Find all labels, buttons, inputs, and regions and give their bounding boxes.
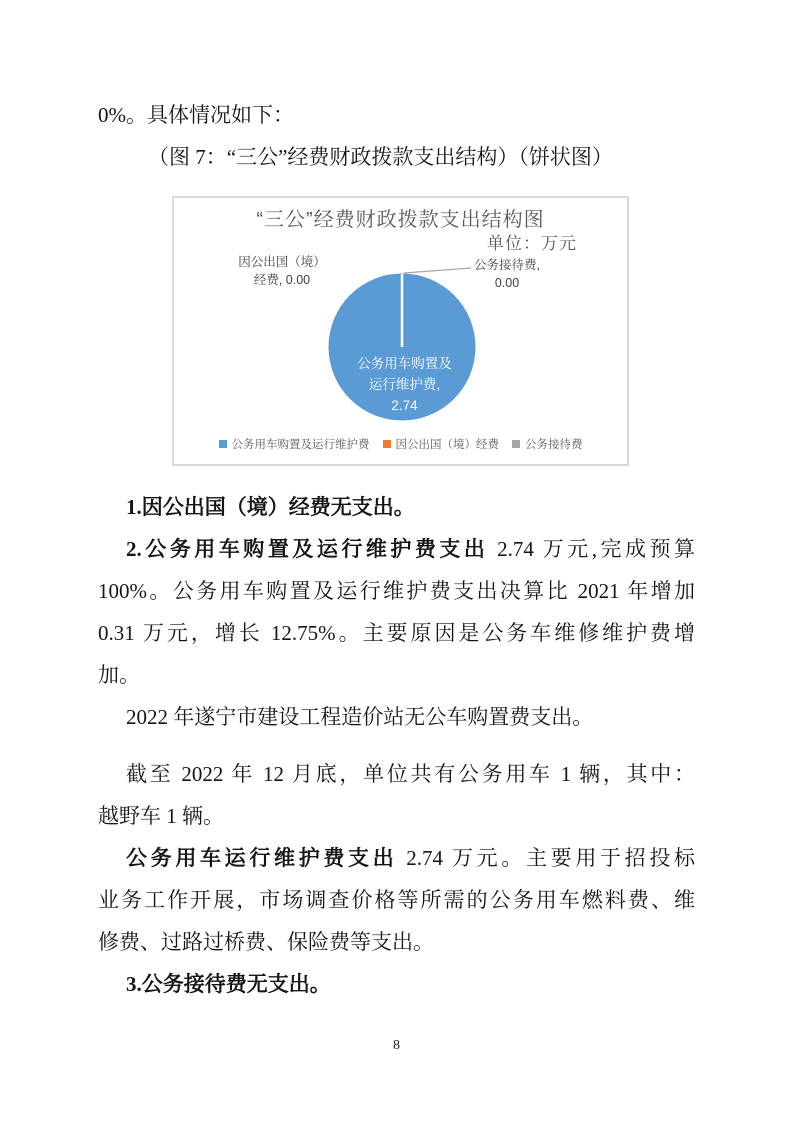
pie-plot bbox=[174, 198, 627, 464]
paragraph-2-line-1: 2.公务用车购置及运行维护费支出 2.74 万元,完成预算 bbox=[126, 537, 696, 561]
pie-chart-figure bbox=[172, 196, 629, 466]
figure-caption: （图 7：“三公”经费财政拨款支出结构）（饼状图） bbox=[148, 145, 613, 169]
page-number: 8 bbox=[393, 1038, 400, 1053]
paragraph-5-line-2: 业务工作开展，市场调查价格等所需的公务用车燃料费、维 bbox=[98, 888, 695, 912]
paragraph-2-line-4: 加。 bbox=[98, 663, 140, 687]
legend-label: 公务接待费 bbox=[525, 439, 583, 451]
chart-legend bbox=[174, 436, 627, 452]
paragraph-2-line-2: 100%。公务用车购置及运行维护费支出决算比 2021 年增加 bbox=[98, 579, 695, 603]
legend-swatch-blue-icon bbox=[219, 440, 227, 448]
intro-line-1: 0%。具体情况如下： bbox=[98, 103, 294, 127]
heading-1: 1.因公出国（境）经费无支出。 bbox=[126, 495, 415, 519]
paragraph-2-line-3: 0.31 万元，增长 12.75%。主要原因是公务车维修维护费增 bbox=[98, 621, 695, 645]
chart-title: “三公”经费财政拨款支出结构图 bbox=[256, 209, 545, 231]
legend-item-reception bbox=[512, 436, 583, 452]
heading-3: 3.公务接待费无支出。 bbox=[126, 972, 331, 996]
paragraph-4-line-2: 越野车 1 辆。 bbox=[98, 804, 224, 828]
body-text bbox=[98, 486, 695, 1005]
legend-swatch-gray-icon bbox=[512, 440, 520, 448]
legend-item-vehicle bbox=[219, 436, 370, 452]
legend-swatch-orange-icon bbox=[383, 440, 391, 448]
legend-label: 公务用车购置及运行维护费 bbox=[231, 439, 370, 451]
legend-label: 因公出国（境）经费 bbox=[395, 439, 499, 451]
paragraph-4-line-1: 截至 2022 年 12 月底，单位共有公务用车 1 辆，其中： bbox=[126, 762, 695, 786]
chart-unit-label: 单位：万元 bbox=[487, 234, 577, 253]
paragraph-5-line-1: 公务用车运行维护费支出 2.74 万元。主要用于招投标 bbox=[126, 846, 695, 870]
data-label-abroad: 因公出国（境） 经费, 0.00 bbox=[238, 255, 326, 287]
paragraph-3: 2022 年遂宁市建设工程造价站无公车购置费支出。 bbox=[126, 705, 594, 729]
intro-paragraph bbox=[98, 94, 695, 178]
data-label-reception: 公务接待费, 0.00 bbox=[474, 258, 540, 290]
data-label-vehicle: 公务用车购置及 运行维护费, 2.74 bbox=[357, 356, 452, 413]
paragraph-5-line-3: 修费、过路过桥费、保险费等支出。 bbox=[98, 930, 434, 954]
legend-item-abroad bbox=[383, 436, 500, 452]
